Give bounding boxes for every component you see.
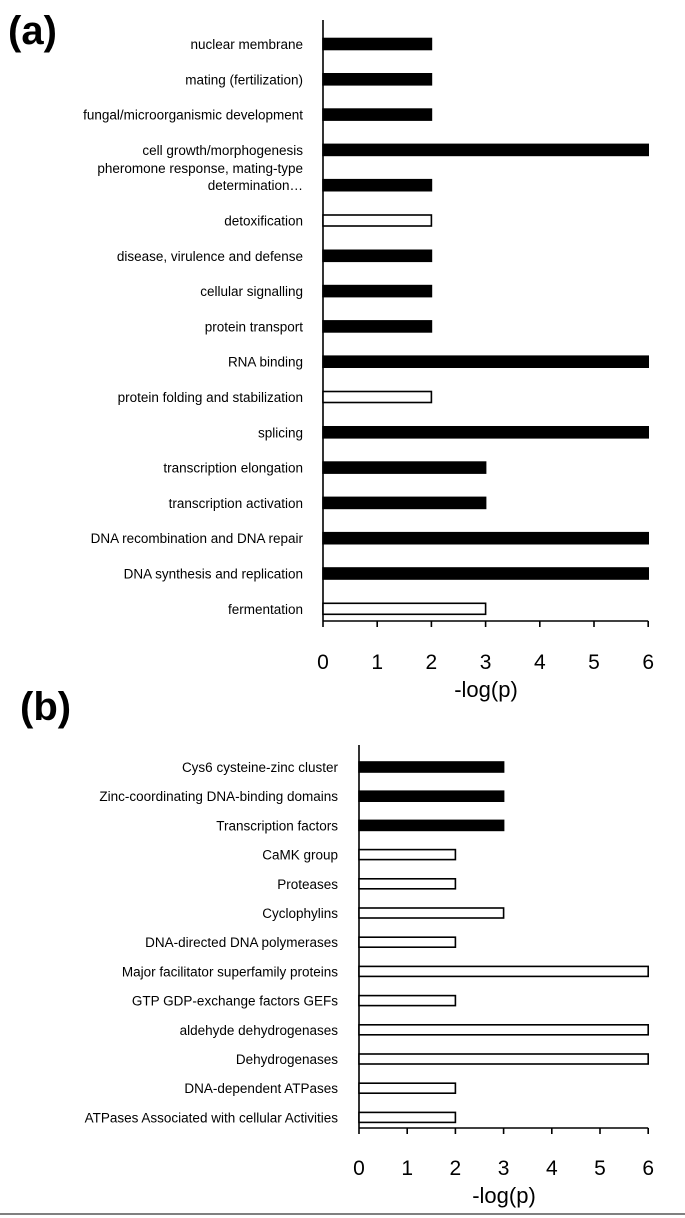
chart-b <box>85 745 654 1208</box>
a-category-label-9: RNA binding <box>227 354 303 370</box>
b-bar-7 <box>359 966 648 976</box>
b-bar-1 <box>359 791 504 801</box>
a-category-label-4-line-1: determination… <box>207 178 303 194</box>
a-bar-0 <box>323 39 431 50</box>
b-bar-11 <box>359 1083 455 1093</box>
a-x-axis-title: -log(p) <box>454 677 518 702</box>
a-category-label-2: fungal/microorganismic development <box>83 107 303 123</box>
chart-a <box>83 20 654 702</box>
a-category-label-7: cellular signalling <box>200 284 303 300</box>
b-x-tick-label-6: 6 <box>642 1157 655 1180</box>
a-bar-15 <box>323 568 648 579</box>
b-x-tick-label-4: 4 <box>545 1157 558 1180</box>
a-bar-16 <box>323 603 486 614</box>
b-bar-4 <box>359 879 455 889</box>
a-category-label-4-line-0: pheromone response, mating-type <box>97 161 303 177</box>
a-bar-9 <box>323 356 648 367</box>
a-bar-5 <box>323 215 431 226</box>
b-category-label-0: Cys6 cysteine-zinc cluster <box>181 760 338 775</box>
panel-b-label: (b) <box>20 685 72 729</box>
a-category-label-11: splicing <box>257 425 303 441</box>
a-category-label-12: transcription elongation <box>163 460 303 476</box>
b-category-label-12: ATPases Associated with cellular Activities <box>84 1110 338 1126</box>
a-category-label-16: fermentation <box>227 601 303 617</box>
a-x-tick-label-4: 4 <box>533 651 546 674</box>
b-bar-10 <box>359 1054 648 1064</box>
b-x-tick-label-0: 0 <box>353 1157 365 1180</box>
b-x-axis-title: -log(p) <box>472 1183 536 1208</box>
b-category-label-7: Major facilitator superfamily proteins <box>121 964 338 980</box>
a-bar-3 <box>323 144 648 155</box>
a-bar-8 <box>323 321 431 332</box>
b-category-label-6: DNA-directed DNA polymerases <box>145 935 338 951</box>
a-x-tick-label-0: 0 <box>317 651 329 674</box>
a-bar-11 <box>323 427 648 438</box>
a-category-label-5: detoxification <box>224 213 303 229</box>
a-category-label-8: protein transport <box>204 319 303 335</box>
b-category-label-4: Proteases <box>277 876 338 892</box>
a-bar-12 <box>323 462 486 473</box>
b-x-tick-label-5: 5 <box>594 1157 606 1180</box>
b-bar-2 <box>359 820 504 830</box>
b-bar-8 <box>359 996 455 1006</box>
b-category-label-8: GTP GDP-exchange factors GEFs <box>131 993 338 1009</box>
a-category-label-15: DNA synthesis and replication <box>123 566 303 582</box>
a-x-tick-label-6: 6 <box>642 651 655 674</box>
a-x-tick-label-3: 3 <box>479 651 492 674</box>
b-bar-12 <box>359 1112 455 1122</box>
a-x-tick-label-1: 1 <box>371 651 384 674</box>
a-x-tick-label-2: 2 <box>425 651 438 674</box>
b-category-label-1: Zinc-coordinating DNA-binding domains <box>99 789 338 805</box>
a-bar-4 <box>323 180 431 191</box>
b-category-label-11: DNA-dependent ATPases <box>184 1081 338 1097</box>
a-category-label-1: mating (fertilization) <box>185 72 303 88</box>
panel-a-label: (a) <box>8 9 57 53</box>
a-category-label-3: cell growth/morphogenesis <box>142 142 303 158</box>
b-category-label-3: CaMK group <box>262 847 338 863</box>
a-bar-10 <box>323 392 431 403</box>
a-bar-7 <box>323 286 431 297</box>
b-bar-0 <box>359 762 504 772</box>
a-category-label-0: nuclear membrane <box>190 37 303 52</box>
b-bar-9 <box>359 1025 648 1035</box>
a-category-label-13: transcription activation <box>168 495 303 511</box>
b-x-tick-label-3: 3 <box>497 1157 510 1180</box>
a-category-label-6: disease, virulence and defense <box>116 248 303 264</box>
b-category-label-5: Cyclophylins <box>262 906 338 921</box>
a-category-label-14: DNA recombination and DNA repair <box>90 531 303 547</box>
a-bar-14 <box>323 533 648 544</box>
b-category-label-9: aldehyde dehydrogenases <box>179 1022 338 1038</box>
a-category-label-10: protein folding and stabilization <box>117 390 303 405</box>
a-bar-13 <box>323 497 486 508</box>
b-bar-5 <box>359 908 504 918</box>
b-x-tick-label-1: 1 <box>401 1157 414 1180</box>
b-category-label-10: Dehydrogenases <box>235 1052 338 1067</box>
a-bar-1 <box>323 74 431 85</box>
b-category-label-2: Transcription factors <box>216 818 338 834</box>
b-bar-6 <box>359 937 455 947</box>
b-bar-3 <box>359 850 455 860</box>
b-x-tick-label-2: 2 <box>449 1157 462 1180</box>
a-bar-6 <box>323 250 431 261</box>
a-x-tick-label-5: 5 <box>588 651 600 674</box>
a-bar-2 <box>323 109 431 120</box>
